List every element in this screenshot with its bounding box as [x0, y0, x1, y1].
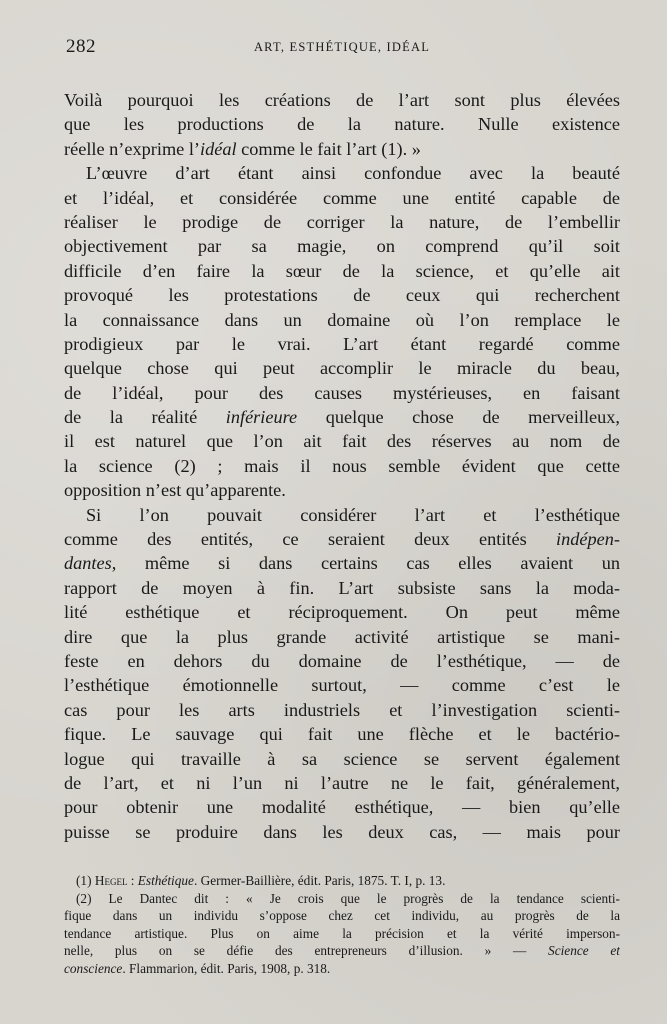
text-span: nelle, plus on se défie des entrepreneurs d’illusion. » —	[64, 943, 549, 959]
text-line: logue qui travaille à sa science se servent également	[64, 748, 620, 769]
text-line: cas pour les arts industriels et l’investigation scienti-	[64, 699, 620, 720]
text-line: que les productions de la nature. Nulle existence	[64, 114, 620, 135]
text-span: quelque chose de merveilleux,	[297, 407, 620, 428]
text-span: . Germer-Baillière, édit. Paris, 1875. T. I, p. 13.	[193, 873, 446, 888]
italic-word: inférieure	[225, 407, 298, 428]
italic-title: Esthétique	[137, 873, 194, 888]
text-span: comme des entités, ce seraient deux entités	[64, 529, 557, 550]
text-line	[64, 527, 620, 551]
text-line: prodigieux par le vrai. L’art étant regardé comme	[64, 333, 620, 354]
page-header	[66, 36, 618, 64]
text-line: et l’idéal, et considérée comme une entité capable de	[64, 187, 620, 208]
italic-word: indépen-	[556, 529, 620, 550]
text-line: lité esthétique et réciproquement. On peut même	[64, 602, 620, 623]
text-line: rapport de moyen à fin. L’art subsiste sans la moda-	[64, 577, 620, 598]
italic-title: conscience	[64, 960, 123, 976]
text-line: dire que la plus grande activité artistique se mani-	[64, 626, 620, 647]
text-line: puisse se produire dans les deux cas, — mais pour	[64, 821, 620, 842]
text-span: (1)	[76, 873, 95, 888]
text-line	[64, 137, 620, 161]
text-line: Voilà pourquoi les créations de l’art sont plus élevées	[64, 90, 620, 110]
text-line: quelque chose qui peut accomplir le miracle du beau,	[64, 358, 620, 379]
text-span: :	[127, 873, 138, 888]
text-line: la science (2) ; mais il nous semble évident que cette	[64, 455, 620, 476]
text-span: , même si dans certains cas elles avaient un	[111, 553, 620, 574]
text-line: la connaissance dans un domaine où l’on remplace le	[64, 309, 620, 330]
text-line: l’esthétique émotionnelle surtout, — comme c’est le	[64, 675, 620, 696]
running-head: ART, ESTHÉTIQUE, IDÉAL	[253, 40, 431, 54]
text-line: opposition n’est qu’apparente.	[64, 480, 286, 501]
main-text	[64, 88, 620, 844]
footnote-line	[64, 942, 620, 960]
text-line	[64, 551, 620, 575]
text-line: feste en dehors du domaine de l’esthétique, — de	[64, 650, 620, 671]
text-line: objectivement par sa magie, on comprend qu’il soit	[64, 236, 620, 257]
text-line: Si l’on pouvait considérer l’art et l’esthétique	[86, 504, 620, 525]
italic-title: Science et	[548, 943, 620, 959]
page-number: 282	[66, 36, 96, 57]
text-line	[64, 405, 620, 429]
author-name: Hegel	[94, 873, 128, 888]
text-line: difficile d’en faire la sœur de la science, et qu’elle ait	[64, 260, 620, 281]
text-line: L’œuvre d’art étant ainsi confondue avec la beauté	[86, 163, 620, 184]
text-line: de l’art, et ni l’un ni l’autre ne le fait, généralement,	[64, 772, 620, 793]
italic-word: dantes	[64, 553, 112, 574]
text-line: pour obtenir une modalité esthétique, — bien qu’elle	[64, 797, 620, 818]
text-span: comme le fait l’art (1). »	[236, 138, 421, 159]
text-span: réelle n’exprime l’	[64, 138, 201, 159]
text-span: de la réalité	[64, 407, 226, 428]
text-line: il est naturel que l’on ait fait des réserves au nom de	[64, 431, 620, 452]
text-line: de l’idéal, pour des causes mystérieuses, en faisant	[64, 382, 620, 403]
footnote-line	[64, 960, 620, 978]
text-line: fique. Le sauvage qui fait une flèche et le bactério-	[64, 724, 620, 745]
text-span: . Flammarion, édit. Paris, 1908, p. 318.	[122, 960, 331, 976]
text-line: réaliser le prodige de corriger la nature, de l’embellir	[64, 211, 620, 232]
text-line: provoqué les protestations de ceux qui recherchent	[64, 285, 620, 306]
footnote-line: fique dans un individu s’oppose chez cet individu, au progrès de la	[64, 908, 620, 924]
footnotes	[64, 872, 620, 978]
footnote-line: tendance artistique. Plus on aime la précision et la vérité imperson-	[64, 925, 620, 941]
footnote-line	[64, 872, 620, 890]
italic-word: idéal	[200, 138, 237, 159]
footnote-line: (2) Le Dantec dit : « Je crois que le progrès de la tendance scienti-	[76, 890, 620, 906]
